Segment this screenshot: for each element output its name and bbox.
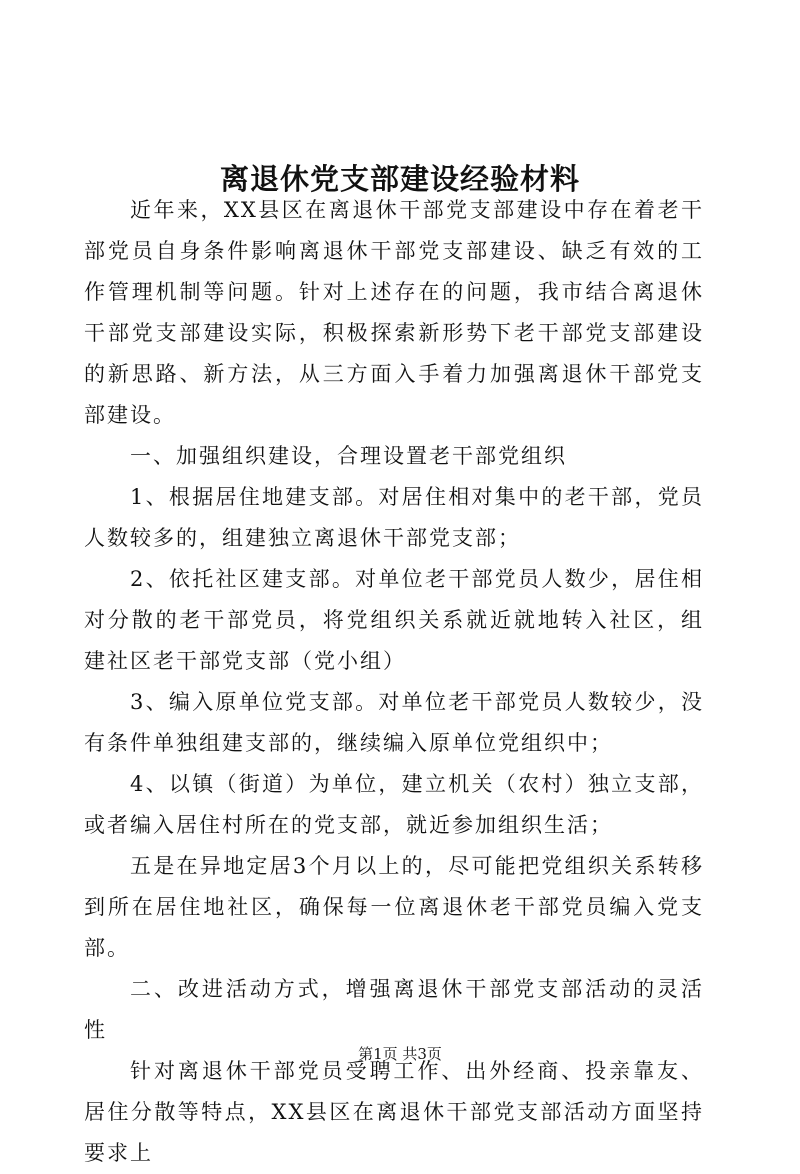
paragraph-intro: 近年来，XX县区在离退休干部党支部建设中存在着老干部党员自身条件影响离退休干部党支部建设、缺乏有效的工作管理机制等问题。针对上述存在的问题，我市结合离退休干部党支部建设实际，积极探索新形势下老干部党支部建设的新思路、新方法，从三方面入手着力加强离退休干部党支部建设。 xyxy=(84,198,704,427)
list-item-2: 2、依托社区建支部。对单位老干部党员人数少，居住相对分散的老干部党员，将党组织关系就近就地转入社区，组建社区老干部党支部（党小组） xyxy=(84,567,704,673)
list-item-4: 4、以镇（街道）为单位，建立机关（农村）独立支部，或者编入居住村所在的党支部，就近参加组织生活； xyxy=(84,772,704,837)
section-heading-1: 一、加强组织建设，合理设置老干部党组织 xyxy=(130,444,567,468)
page-footer: 第1页 共3页 xyxy=(358,1045,442,1063)
list-item-5: 五是在异地定居3个月以上的，尽可能把党组织关系转移到所在居住地社区，确保每一位离退休老干部党员编入党支部。 xyxy=(84,854,704,960)
document-title: 离退休党支部建设经验材料 xyxy=(219,162,580,197)
paragraph-section-2: 针对离退休干部党员受聘工作、出外经商、投亲靠友、居住分散等特点，XX县区在离退休干部党支部活动方面坚持要求上 xyxy=(84,1059,704,1165)
list-item-3: 3、编入原单位党支部。对单位老干部党员人数较少，没有条件单独组建支部的，继续编入原单位党组织中； xyxy=(84,690,704,755)
list-item-1: 1、根据居住地建支部。对居住相对集中的老干部，党员人数较多的，组建独立离退休干部党支部； xyxy=(84,485,704,550)
section-heading-2: 二、改进活动方式，增强离退休干部党支部活动的灵活性 xyxy=(84,977,704,1042)
document-body xyxy=(84,190,704,1174)
